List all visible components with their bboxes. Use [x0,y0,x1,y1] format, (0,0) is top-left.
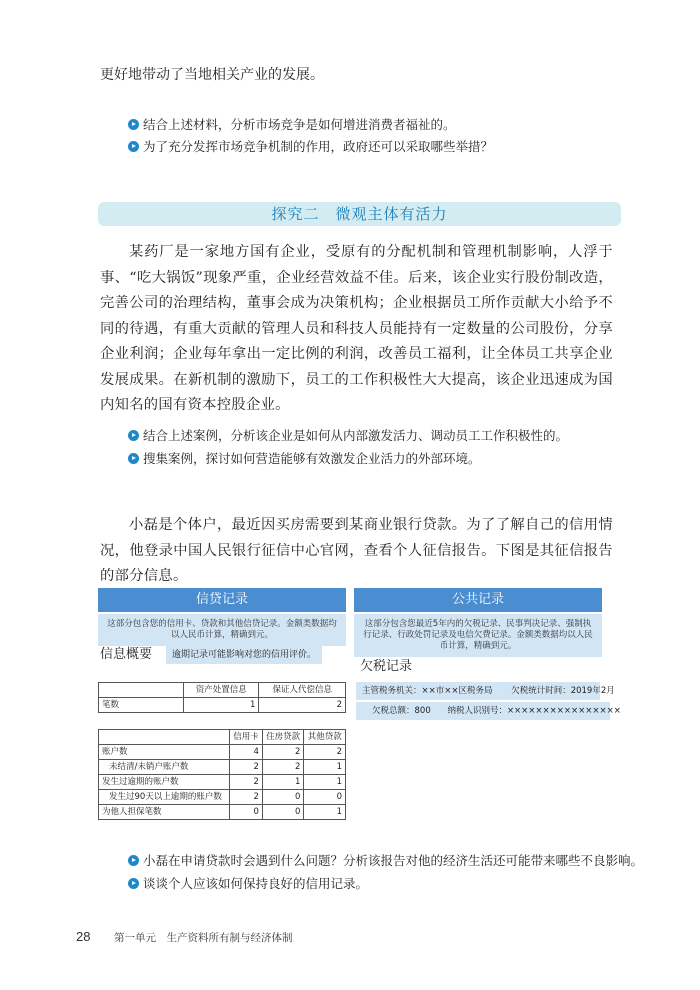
tax-stat-time: 欠税统计时间：2019年2月 [511,686,615,696]
public-record-desc: 这部分包含您最近5年内的欠税记录、民事判决记录、强制执行记录、行政处罚记录及电信欠费记录。金额类数据均以人民币计算，精确到元。 [354,614,602,657]
table-cell: 2 [304,745,346,760]
tax-total: 欠税总额：800 [372,706,431,716]
section-banner [98,202,621,226]
intro-line: 更好地带动了当地相关产业的发展。 [100,67,324,83]
page-number: 28 [76,929,91,944]
tax-row [356,702,621,720]
table-cell: 2 [262,760,304,775]
table-cell: 0 [304,790,346,805]
table-cell: 2 [230,775,263,790]
arrow-bullet-icon [128,119,139,130]
table-row [99,698,346,713]
question-text: 小磊在申请贷款时会遇到什么问题？分析该报告对他的经济生活还可能带来哪些不良影响。 [143,853,644,868]
account-summary-table [98,729,346,820]
asset-disposal-table [98,682,346,713]
table-cell: 为他人担保笔数 [99,805,230,820]
credit-paragraph: 小磊是个体户，最近因买房需要到某商业银行贷款。为了了解自己的信用情况，他登录中国人民银行征信中心官网，查看个人征信报告。下图是其征信报告的部分信息。 [100,517,613,584]
table-cell: 信用卡 [230,730,263,745]
arrow-bullet-icon [128,453,139,464]
credit-record-panel [98,588,346,646]
case-paragraph: 某药厂是一家地方国有企业，受原有的分配机制和管理机制影响，人浮于事、“吃大锅饭”现象严重，企业经营效益不佳。后来，该企业实行股份制改造，完善公司的治理结构，董事会成为决策机构；企业根据员工所作贡献大小给予不同的待遇，有重大贡献的管理人员和科技人员能持有一定数量的公司股份，分享企业利润；企业每年拿出一定比例的利润，改善员工福利，让全体员工共享企业发展成果。在新机制的激励下，员工的工作积极性大大提高，该企业迅速成为国内知名的国有资本控股企业。 [100,244,613,413]
table-cell: 4 [230,745,263,760]
arrow-bullet-icon [128,855,139,866]
table-row [99,775,346,790]
arrow-bullet-icon [128,141,139,152]
credit-record-desc: 这部分包含您的信用卡、贷款和其他信贷记录。金额类数据均以人民币计算，精确到元。 [98,614,346,646]
table-row [99,805,346,820]
table-cell: 1 [304,805,346,820]
question-item [128,140,493,154]
table-cell: 0 [230,805,263,820]
question-item [128,452,481,466]
table-header-row [99,730,346,745]
table-cell: 0 [262,790,304,805]
table-cell: 2 [230,760,263,775]
tax-record-title: 欠税记录 [360,659,413,674]
table-cell: 1 [262,775,304,790]
question-item [128,118,456,132]
table-cell: 未结清/未销户账户数 [99,760,230,775]
public-record-title: 公共记录 [354,588,602,612]
overview-note: 逾期记录可能影响对您的信用评价。 [166,646,322,664]
arrow-bullet-icon [128,430,139,441]
overview-label: 信息概要 [100,647,153,662]
public-record-panel [354,588,602,657]
table-cell: 其他贷款 [304,730,346,745]
table-cell: 2 [262,745,304,760]
table-cell: 1 [184,698,259,713]
table-cell [99,683,184,698]
question-item [128,854,643,868]
credit-record-title: 信贷记录 [98,588,346,612]
question-text: 结合上述案例，分析该企业是如何从内部激发活力、调动员工工作积极性的。 [143,428,569,443]
table-cell: 1 [304,760,346,775]
table-cell: 保证人代偿信息 [259,683,346,698]
table-cell [99,730,230,745]
table-cell: 账户数 [99,745,230,760]
table-cell: 笔数 [99,698,184,713]
table-cell: 2 [230,790,263,805]
table-cell: 发生过逾期的账户数 [99,775,230,790]
table-row [99,790,346,805]
taxpayer-id: 纳税人识别号：×××××××××××××××× [447,706,621,716]
unit-title: 第一单元 生产资料所有制与经济体制 [114,932,293,944]
table-cell: 住房贷款 [262,730,304,745]
arrow-bullet-icon [128,878,139,889]
table-row [99,760,346,775]
table-cell: 资产处置信息 [184,683,259,698]
question-text: 搜集案例，探讨如何营造能够有效激发企业活力的外部环境。 [143,451,481,466]
table-row [99,745,346,760]
section-title: 探究二 微观主体有活力 [271,205,448,223]
question-text: 为了充分发挥市场竞争机制的作用，政府还可以采取哪些举措？ [143,139,494,154]
question-text: 谈谈个人应该如何保持良好的信用记录。 [143,876,369,891]
tax-authority: 主管税务机关：××市××区税务局 [362,686,493,696]
table-cell: 0 [262,805,304,820]
question-text: 结合上述材料，分析市场竞争是如何增进消费者福祉的。 [143,117,456,132]
tax-row [356,682,615,700]
question-item [128,429,568,443]
question-item [128,877,368,891]
table-header-row [99,683,346,698]
table-cell: 2 [259,698,346,713]
table-cell: 发生过90天以上逾期的账户数 [99,790,230,805]
table-cell: 1 [304,775,346,790]
